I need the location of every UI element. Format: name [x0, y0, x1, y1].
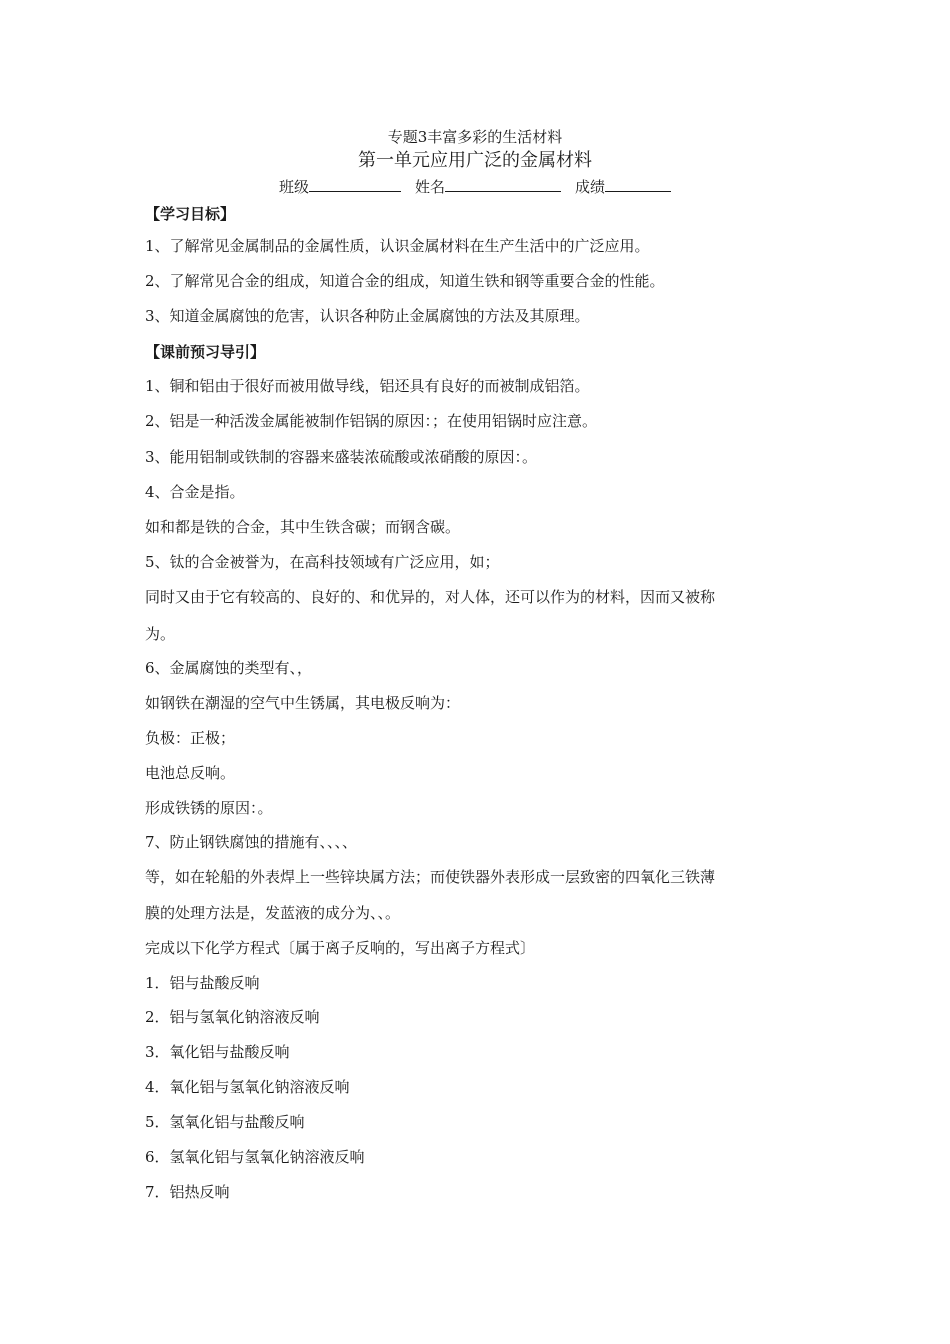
- student-info-line: [0, 176, 950, 198]
- class-label: 班级: [278, 178, 309, 196]
- preview-line: 5、钛的合金被誉为，在高科技领域有广泛应用，如；: [145, 553, 500, 571]
- preview-line: 同时又由于它有较高的、良好的、和优异的，对人体，还可以作为的材料，因而又被称: [145, 588, 716, 606]
- equation-item: 2．铝与氢氧化钠溶液反响: [145, 1008, 320, 1026]
- preview-line: 形成铁锈的原因：。: [145, 799, 273, 817]
- equation-item: 4．氧化铝与氢氧化钠溶液反响: [145, 1078, 350, 1096]
- equation-item: 7．铝热反响: [145, 1183, 230, 1201]
- series-title: 专题3丰富多彩的生活材料: [387, 128, 563, 146]
- preview-line: 等，如在轮船的外表焊上一些锌块属方法；而使铁器外表形成一层致密的四氧化三铁薄: [145, 868, 716, 886]
- objective-item: 3、知道金属腐蚀的危害，认识各种防止金属腐蚀的方法及其原理。: [145, 307, 590, 325]
- preview-heading: 【课前预习导引】: [145, 343, 266, 361]
- equation-item: 3．氧化铝与盐酸反响: [145, 1043, 290, 1061]
- unit-title: 第一单元应用广泛的金属材料: [358, 150, 592, 171]
- objectives-heading: 【学习目标】: [145, 205, 236, 223]
- preview-line: 如和都是铁的合金，其中生铁含碳；而钢含碳。: [145, 518, 461, 536]
- preview-line: 电池总反响。: [145, 764, 236, 782]
- objective-item: 2、了解常见合金的组成，知道合金的组成，知道生铁和钢等重要合金的性能。: [145, 272, 665, 290]
- preview-line: 4、合金是指。: [145, 483, 245, 501]
- name-blank: [445, 176, 561, 192]
- preview-line: 为。: [145, 625, 176, 643]
- preview-line: 2、铝是一种活泼金属能被制作铝锅的原因：；在使用铝锅时应注意。: [145, 412, 598, 430]
- equation-item: 1．铝与盐酸反响: [145, 974, 260, 992]
- score-label: 成绩: [575, 178, 606, 196]
- preview-line: 1、铜和铝由于很好而被用做导线，铝还具有良好的而被制成铝箔。: [145, 377, 590, 395]
- preview-line: 7、防止钢铁腐蚀的措施有、、、、: [145, 833, 358, 851]
- preview-line: 膜的处理方法是，发蓝液的成分为、、。: [145, 904, 401, 922]
- score-blank: [605, 176, 671, 192]
- preview-line: 负极：正极；: [145, 729, 236, 747]
- preview-line: 如钢铁在潮湿的空气中生锈属，其电极反响为：: [145, 694, 461, 712]
- equation-item: 5．氢氧化铝与盐酸反响: [145, 1113, 305, 1131]
- equation-item: 6．氢氧化铝与氢氧化钠溶液反响: [145, 1148, 365, 1166]
- class-blank: [309, 176, 401, 192]
- name-label: 姓名: [414, 178, 445, 196]
- preview-line: 3、能用铝制或铁制的容器来盛装浓硫酸或浓硝酸的原因：。: [145, 448, 538, 466]
- preview-line: 完成以下化学方程式〔属于离子反响的，写出离子方程式〕: [145, 939, 536, 957]
- preview-line: 6、金属腐蚀的类型有、，: [145, 659, 313, 677]
- objective-item: 1、了解常见金属制品的金属性质，认识金属材料在生产生活中的广泛应用。: [145, 237, 650, 255]
